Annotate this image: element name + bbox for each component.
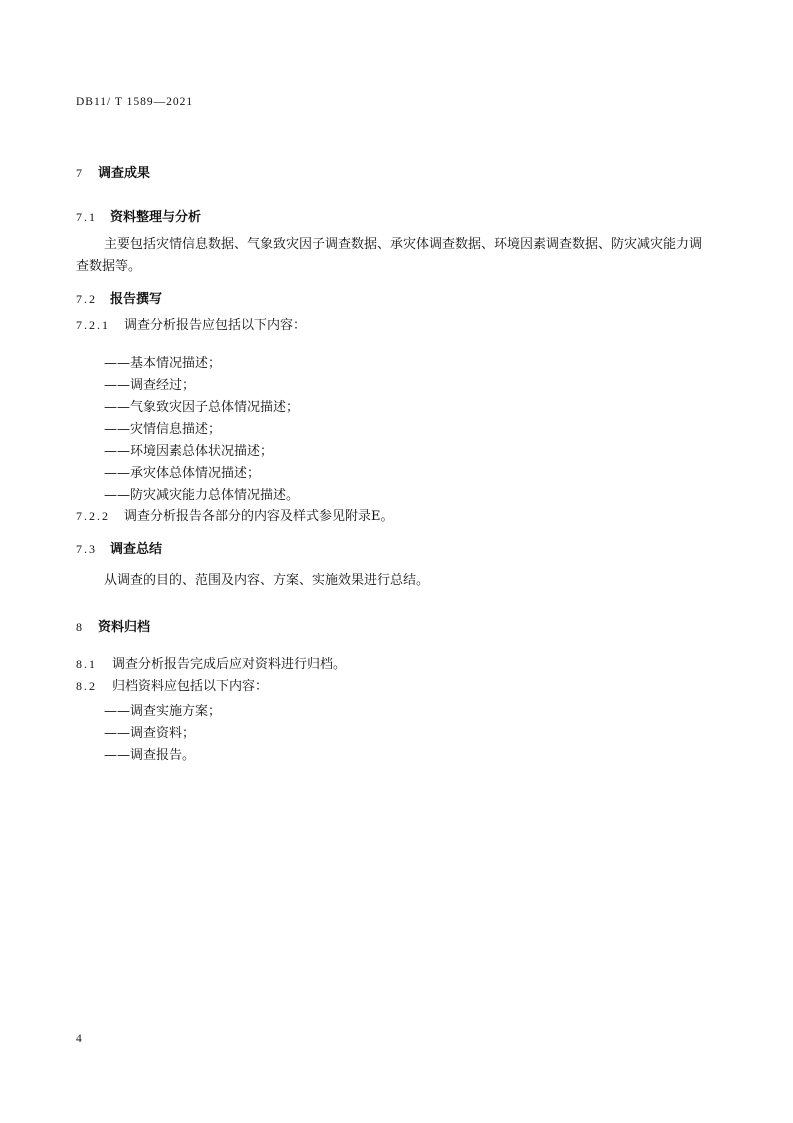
list-item: ——调查经过； bbox=[104, 378, 196, 393]
clause-7-2-1 bbox=[76, 314, 306, 337]
list-item: ——基本情况描述； bbox=[104, 356, 222, 371]
list-item: ——承灾体总体情况描述； bbox=[104, 466, 261, 481]
list-item: ——气象致灾因子总体情况描述； bbox=[104, 400, 300, 415]
section-7-3-heading bbox=[76, 538, 162, 557]
list-item: ——调查资料； bbox=[104, 726, 196, 741]
section-7-1-paragraph: 主要包括灾情信息数据、气象致灾因子调查数据、承灾体调查数据、环境因素调查数据、防灾减灾能力调查数据等。 bbox=[76, 237, 703, 274]
section-title: 报告撰写 bbox=[110, 292, 163, 307]
clause-text: 调查分析报告应包括以下内容： bbox=[124, 318, 307, 333]
section-title: 调查总结 bbox=[110, 542, 163, 557]
section-title: 调查成果 bbox=[98, 166, 151, 181]
clause-8-1 bbox=[76, 653, 346, 676]
section-number: 7 bbox=[76, 166, 84, 180]
clause-number: 8.1 bbox=[76, 657, 97, 671]
list-item: ——灾情信息描述； bbox=[104, 422, 222, 437]
list-item: ——调查实施方案； bbox=[104, 704, 222, 719]
clause-text: 调查分析报告各部分的内容及样式参见附录E。 bbox=[124, 509, 394, 524]
section-7-1-heading bbox=[76, 206, 201, 225]
section-number: 7.3 bbox=[76, 542, 97, 556]
clause-number: 8.2 bbox=[76, 679, 97, 693]
section-number: 8 bbox=[76, 620, 84, 634]
section-number: 7.2 bbox=[76, 292, 97, 306]
section-7-heading bbox=[76, 162, 150, 181]
standard-code: DB11/ T 1589—2021 bbox=[76, 96, 194, 108]
clause-7-2-2 bbox=[76, 505, 394, 528]
list-item: ——防灾减灾能力总体情况描述。 bbox=[104, 488, 300, 503]
list-item: ——环境因素总体状况描述； bbox=[104, 444, 274, 459]
page-number: 4 bbox=[76, 1033, 82, 1045]
clause-8-2 bbox=[76, 675, 268, 698]
section-7-3-paragraph: 从调查的目的、范围及内容、方案、实施效果进行总结。 bbox=[104, 573, 430, 588]
clause-number: 7.2.1 bbox=[76, 318, 110, 332]
clause-text: 归档资料应包括以下内容： bbox=[112, 679, 269, 694]
clause-text: 调查分析报告完成后应对资料进行归档。 bbox=[112, 657, 347, 672]
section-7-2-heading bbox=[76, 288, 162, 307]
section-title: 资料归档 bbox=[98, 620, 151, 635]
section-8-heading bbox=[76, 616, 150, 635]
clause-number: 7.2.2 bbox=[76, 509, 110, 523]
section-title: 资料整理与分析 bbox=[110, 210, 202, 225]
list-item: ——调查报告。 bbox=[104, 748, 196, 763]
section-number: 7.1 bbox=[76, 210, 97, 224]
